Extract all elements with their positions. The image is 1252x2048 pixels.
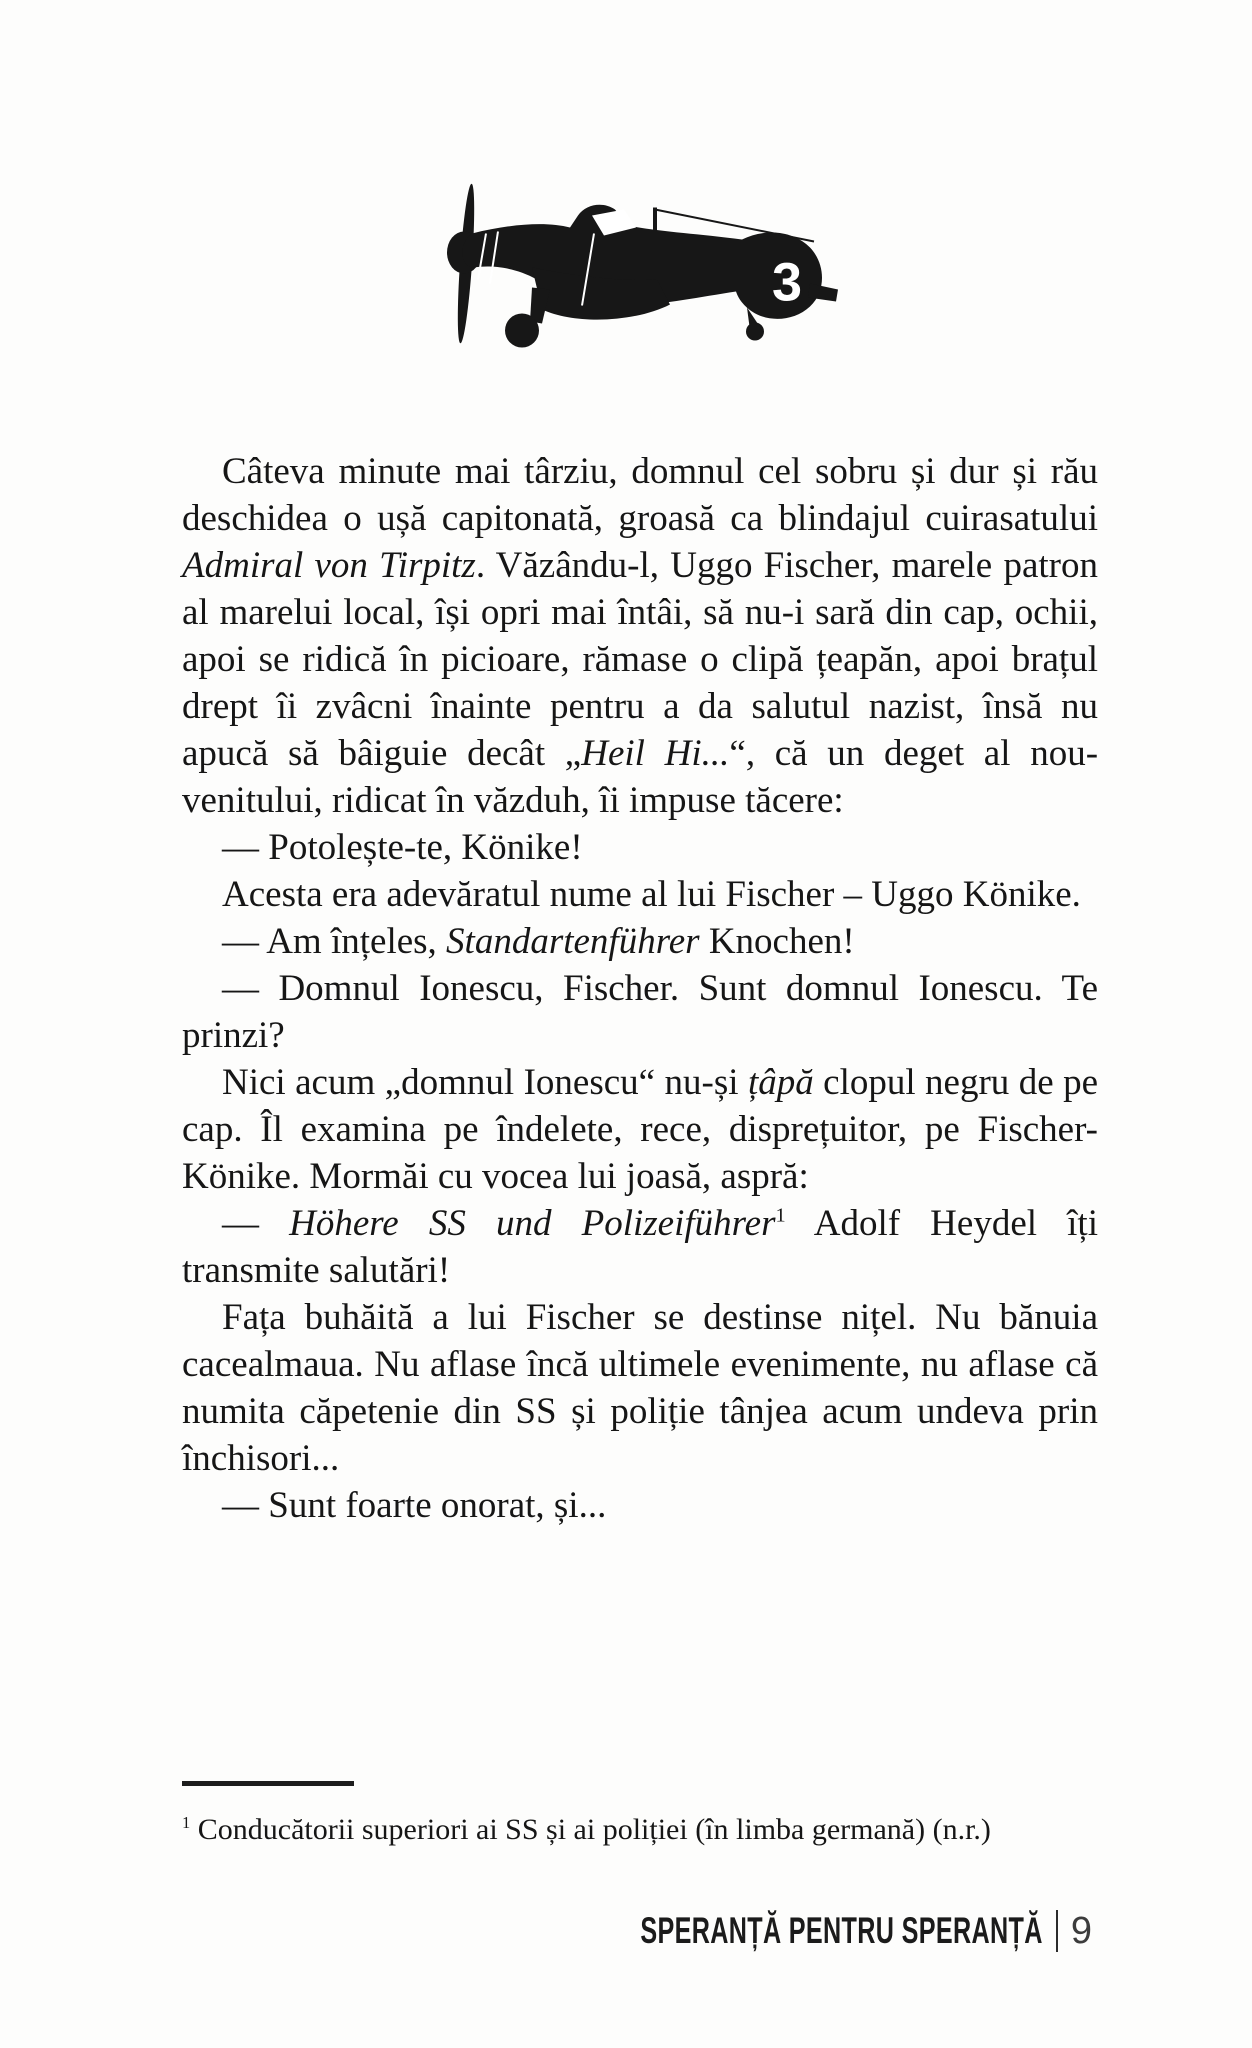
airplane-icon xyxy=(442,138,842,356)
chapter-illustration xyxy=(442,138,842,356)
page-footer xyxy=(451,1908,1092,1954)
footnote-text xyxy=(182,1810,1112,1850)
text-run: Conducătorii superiori ai SS și ai poliției (în limba germană) (n.r.) xyxy=(190,1813,991,1846)
text-run: 1 xyxy=(775,1204,786,1227)
text-run: clopul negru de pe cap. Îl examina pe îndelete, rece, disprețuitor, pe Fischer-Könike. Mormăi cu vocea lui joasă, aspră: xyxy=(182,1062,1098,1197)
chapter-number: 3 xyxy=(771,252,803,313)
text-run: — Domnul Ionescu, Fischer. Sunt domnul Ionescu. Te prinzi? xyxy=(182,968,1098,1056)
paragraph xyxy=(182,918,1098,965)
text-run: — Potolește-te, Könike! xyxy=(222,827,583,868)
text-run: Fața buhăită a lui Fischer se destinse nițel. Nu bănuia cacealmaua. Nu aflase încă ultimele evenimente, nu aflase că numita căpetenie din SS și poliție tânjea acum undeva prin închisori... xyxy=(182,1297,1098,1479)
text-run: 1 xyxy=(182,1813,191,1832)
footer-divider-bar xyxy=(1056,1910,1058,1952)
paragraph xyxy=(182,824,1098,871)
text-run: Adolf Heydel îți transmite salutări! xyxy=(182,1203,1098,1291)
text-run: — xyxy=(222,1203,290,1244)
text-run: — Sunt foarte onorat, și... xyxy=(222,1485,607,1526)
footnote-rule xyxy=(182,1781,354,1786)
text-run: — Am înțeles, xyxy=(222,921,447,962)
body-text xyxy=(182,448,1098,1529)
text-run: . Văzându-l, Uggo Fischer, marele patron al marelui local, își opri mai întâi, să nu-i sară din cap, ochii, apoi se ridică în picioare, rămase o clipă țeapăn, apoi brațul drept îi zvâcni înainte pentru a da salutul nazist, însă nu apucă să bâiguie decât „ xyxy=(182,545,1098,774)
paragraph xyxy=(182,1200,1098,1294)
running-title: SPERANȚĂ PENTRU SPERANȚĂ xyxy=(640,1910,1043,1951)
paragraph xyxy=(182,871,1098,918)
paragraph xyxy=(182,1059,1098,1200)
text-run: Câteva minute mai târziu, domnul cel sobru și dur și rău deschidea o ușă capitonată, groasă ca blindajul cuirasatului xyxy=(182,451,1098,539)
text-run: Heil Hi... xyxy=(581,733,730,774)
text-run: “, că un deget al nou-venitului, ridicat în văzduh, îi impuse tăcere: xyxy=(182,733,1099,821)
text-run: Acesta era adevăratul nume al lui Fischer – Uggo Könike. xyxy=(222,874,1081,915)
paragraph xyxy=(182,448,1098,824)
page-number: 9 xyxy=(1070,1909,1092,1952)
paragraph xyxy=(182,965,1098,1059)
text-run: Admiral von Tirpitz xyxy=(182,545,476,586)
text-run: Standartenführer xyxy=(446,921,700,962)
text-run: Nici acum „domnul Ionescu“ nu-și xyxy=(222,1062,748,1103)
paragraph xyxy=(182,1482,1098,1529)
text-run: țâpă xyxy=(747,1062,814,1103)
text-run: Höhere SS und Polizeiführer xyxy=(289,1203,776,1244)
text-run: Knochen! xyxy=(699,921,855,962)
paragraph xyxy=(182,1294,1098,1482)
